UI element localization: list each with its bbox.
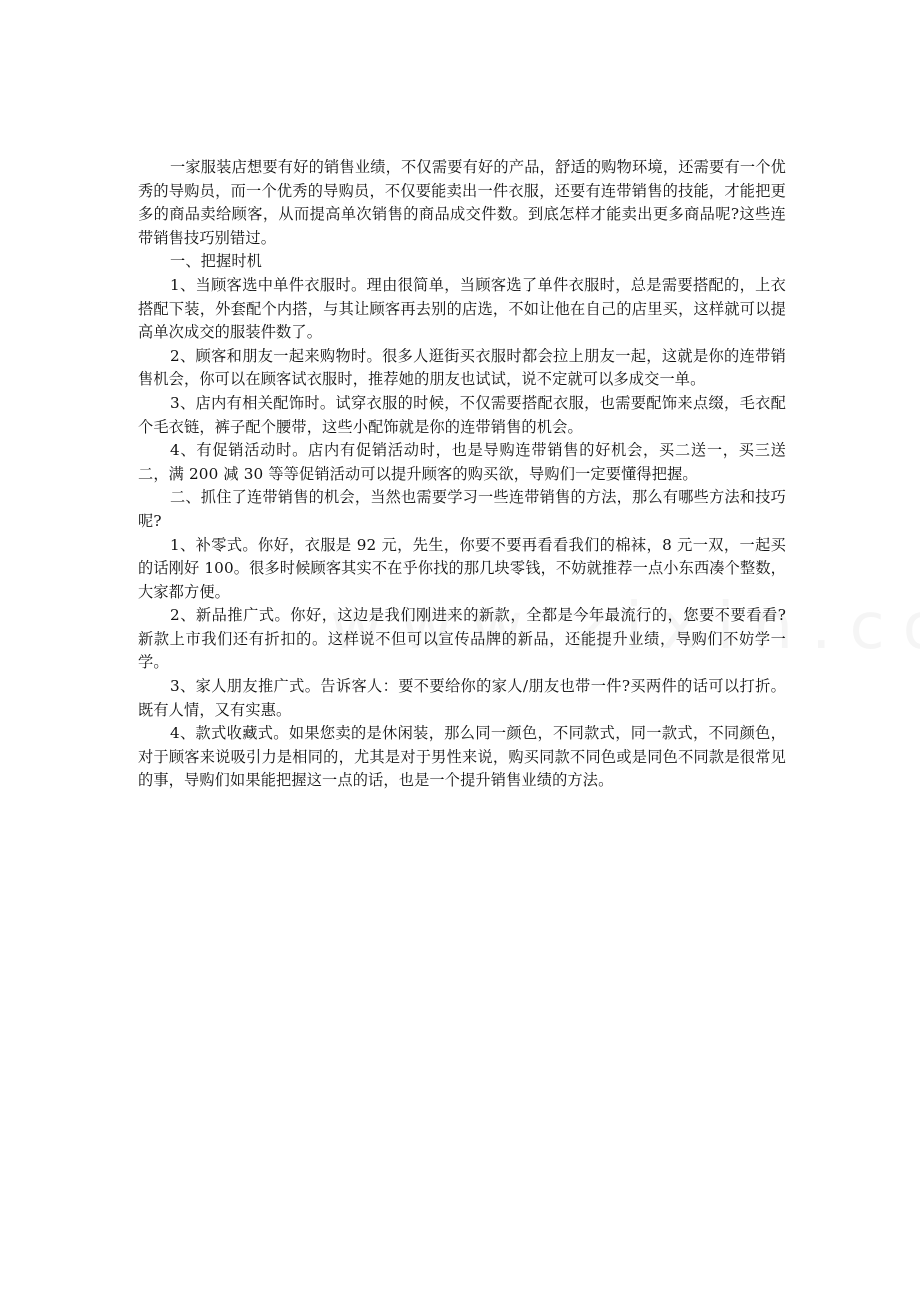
- section-heading-timing: 一、把握时机: [170, 252, 263, 271]
- section-heading-methods: 二、抓住了连带销售的机会，当然也需要学习一些连带销售的方法，那么有哪些方法和技巧呢?: [138, 488, 786, 530]
- document-body: [138, 156, 786, 793]
- timing-item-1: 1、当顾客选中单件衣服时。理由很简单，当顾客选了单件衣服时，总是需要搭配的，上衣搭配下装，外套配个内搭，与其让顾客再去别的店选，不如让他在自己的店里买，这样就可以提高单次成交的服装件数了。: [138, 275, 786, 342]
- method-item-4: 4、款式收藏式。如果您卖的是休闲装，那么同一颜色，不同款式，同一款式，不同颜色，对于顾客来说吸引力是相同的，尤其是对于男性来说，购买同款不同色或是同色不同款是很常见的事，导购们如果能把握这一点的话，也是一个提升销售业绩的方法。: [138, 724, 786, 790]
- intro-paragraph: 一家服装店想要有好的销售业绩，不仅需要有好的产品，舒适的购物环境，还需要有一个优秀的导购员，而一个优秀的导购员，不仅要能卖出一件衣服，还要有连带销售的技能，才能把更多的商品卖给顾客，从而提高单次销售的商品成交件数。到底怎样才能卖出更多商品呢?这些连带销售技巧别错过。: [138, 158, 786, 247]
- timing-item-2: 2、顾客和朋友一起来购物时。很多人逛街买衣服时都会拉上朋友一起，这就是你的连带销售机会，你可以在顾客试衣服时，推荐她的朋友也试试，说不定就可以多成交一单。: [138, 346, 786, 389]
- timing-item-4: 4、有促销活动时。店内有促销活动时，也是导购连带销售的好机会，买二送一，买三送二，满 200 减 30 等等促销活动可以提升顾客的购买欲，导购们一定要懂得把握。: [138, 441, 786, 483]
- method-item-3: 3、家人朋友推广式。告诉客人：要不要给你的家人/朋友也带一件?买两件的话可以打折。既有人情，又有实惠。: [138, 677, 786, 719]
- method-item-2: 2、新品推广式。你好，这边是我们刚进来的新款，全都是今年最流行的，您要不要看看?新款上市我们还有折扣的。这样说不但可以宣传品牌的新品，还能提升业绩，导购们不妨学一学。: [138, 606, 786, 672]
- timing-item-3: 3、店内有相关配饰时。试穿衣服的时候，不仅需要搭配衣服，也需要配饰来点缀，毛衣配个毛衣链，裤子配个腰带，这些小配饰就是你的连带销售的机会。: [138, 393, 786, 436]
- method-item-1: 1、补零式。你好，衣服是 92 元，先生，你要不要再看看我们的棉袜，8 元一双，一起买的话刚好 100。很多时候顾客其实不在乎你找的那几块零钱，不妨就推荐一点小东西凑个整数，大家都方便。: [138, 535, 786, 601]
